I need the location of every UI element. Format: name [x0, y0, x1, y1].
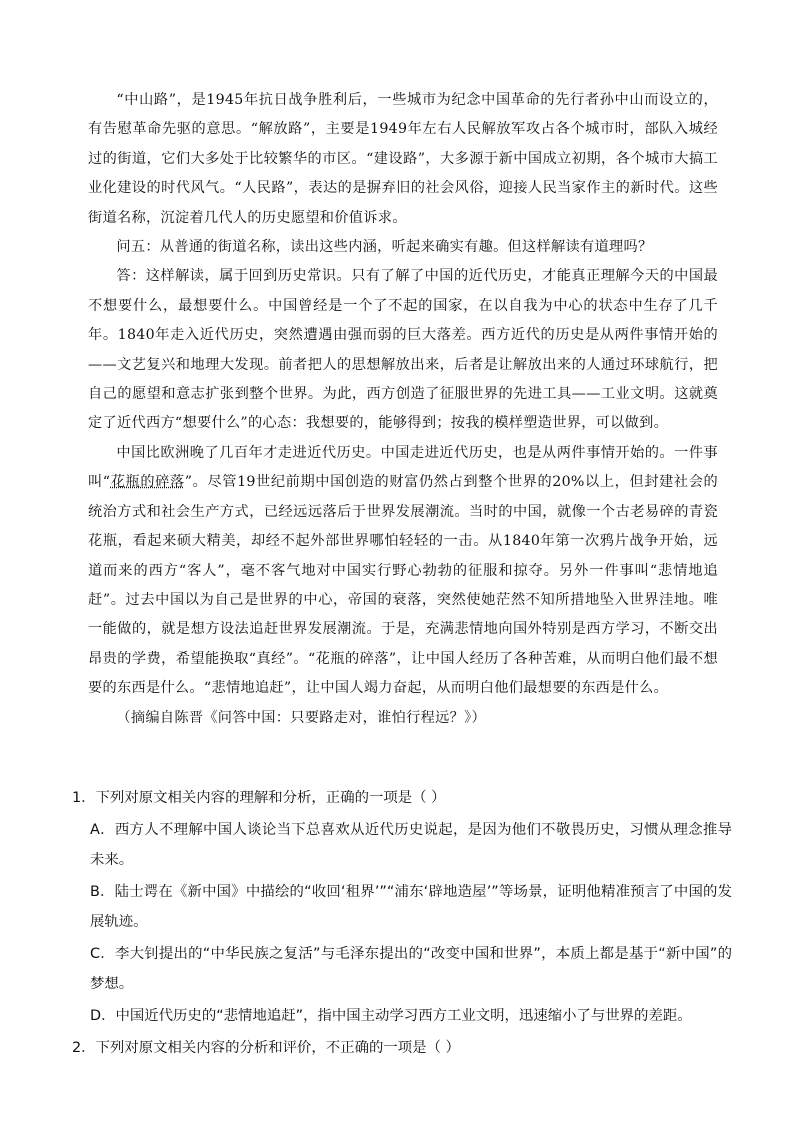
answer-paragraph: 答：这样解读，属于回到历史常识。只有了解了中国的近代历史，才能真正理解今天的中国最不想要什么，最想要什么。中国曾经是一个了不起的国家，在以自我为中心的状态中生存了几千年。1840年走入近代历史，突然遭遇由强而弱的巨大落差。西方近代的历史是从两件事情开始的——文艺复兴和地理大发现。前者把人的思想解放出来，后者是让解放出来的人通过环球航行，把自己的愿望和意志扩张到整个世界。为此，西方创造了征服世界的先进工具——工业文明。这就奠定了近代西方“想要什么”的心态：我想要的，能够得到；按我的模样塑造世界，可以做到。: [88, 268, 718, 432]
paragraph-street-names: “中山路”，是1945年抗日战争胜利后，一些城市为纪念中国革命的先行者孙中山而设立的，有告慰革命先驱的意思。“解放路”，主要是1949年左右人民解放军攻占各个城市时，部队入城经过的街道，它们大多处于比较繁华的市区。“建设路”，大多源于新中国成立初期，各个城市大搞工业化建设的时代风气。“人民路”，表达的是摒弃旧的社会风俗，迎接人民当家作主的新时代。这些街道名称，沉淀着几代人的历史愿望和价值诉求。: [88, 92, 718, 226]
option-d[interactable]: D．中国近代历史的“悲情地追赶”，指中国主动学习西方工业文明，迅速缩小了与世界的差距。: [90, 1008, 692, 1024]
source-citation: （摘编自陈晋《问答中国：只要路走对，谁怕行程远？》）: [116, 709, 486, 726]
reading-passage: [88, 86, 718, 733]
question-stem: 2．下列对原文相关内容的分析和评价，不正确的一项是（ ）: [72, 1040, 460, 1056]
paragraph-part-a: 中国比欧洲晚了几百年才走进近代历史。中国走进近代历史，也是从两件事情开始的。一件事叫“: [88, 444, 718, 491]
question-section: [72, 783, 732, 1065]
paragraph-part-b: ”。尽管19世纪前期中国创造的财富仍然占到整个世界的20%以上，但封建社会的统治方式和社会生产方式，已经远远落后于世界发展潮流。当时的中国，就像一个古老易碎的青瓷花瓶，看起来硕大精美，却经不起外部世界哪怕轻轻的一击。从1840年第一次鸦片战争开始，远道而来的西方“客人”，毫不客气地对中国实行野心勃勃的征服和掠夺。另外一件事叫“悲情地追赶”。过去中国以为自己是世界的中心，帝国的衰落，突然使她茫然不知所措地坠入世界洼地。唯一能做的，就是想方设法追赶世界发展潮流。于是，充满悲情地向国外特别是西方学习，不断交出昂贵的学费，希望能换取“真经”。“花瓶的碎落”，让中国人经历了各种苦难，从而明白他们最不想要的东西是什么。“悲情地追赶”，让中国人竭力奋起，从而明白他们最想要的东西是什么。: [88, 474, 718, 697]
option-c[interactable]: C．李大钊提出的“中华民族之复活”与毛泽东提出的“改变中国和世界”，本质上都是基于“新中国”的梦想。: [90, 946, 732, 992]
paragraph-china-modern-history: [88, 439, 718, 704]
question-stem: 1．下列对原文相关内容的理解和分析，正确的一项是（ ）: [72, 790, 446, 806]
question-1: [72, 783, 732, 1031]
option-a[interactable]: A．西方人不理解中国人谈论当下总喜欢从近代历史说起，是因为他们不敬畏历史，习惯从理念推导未来。: [90, 822, 732, 868]
question-2: [72, 1033, 732, 1063]
option-b[interactable]: B．陆士谔在《新中国》中描绘的“收回‘租界’”“浦东‘辟地造屋’”等场景，证明他精准预言了中国的发展轨迹。: [90, 884, 732, 930]
question-five: 问五：从普通的街道名称，读出这些内涵，听起来确实有趣。但这样解读有道理吗？: [116, 239, 653, 256]
underlined-phrase: 花瓶的碎落: [110, 474, 185, 491]
